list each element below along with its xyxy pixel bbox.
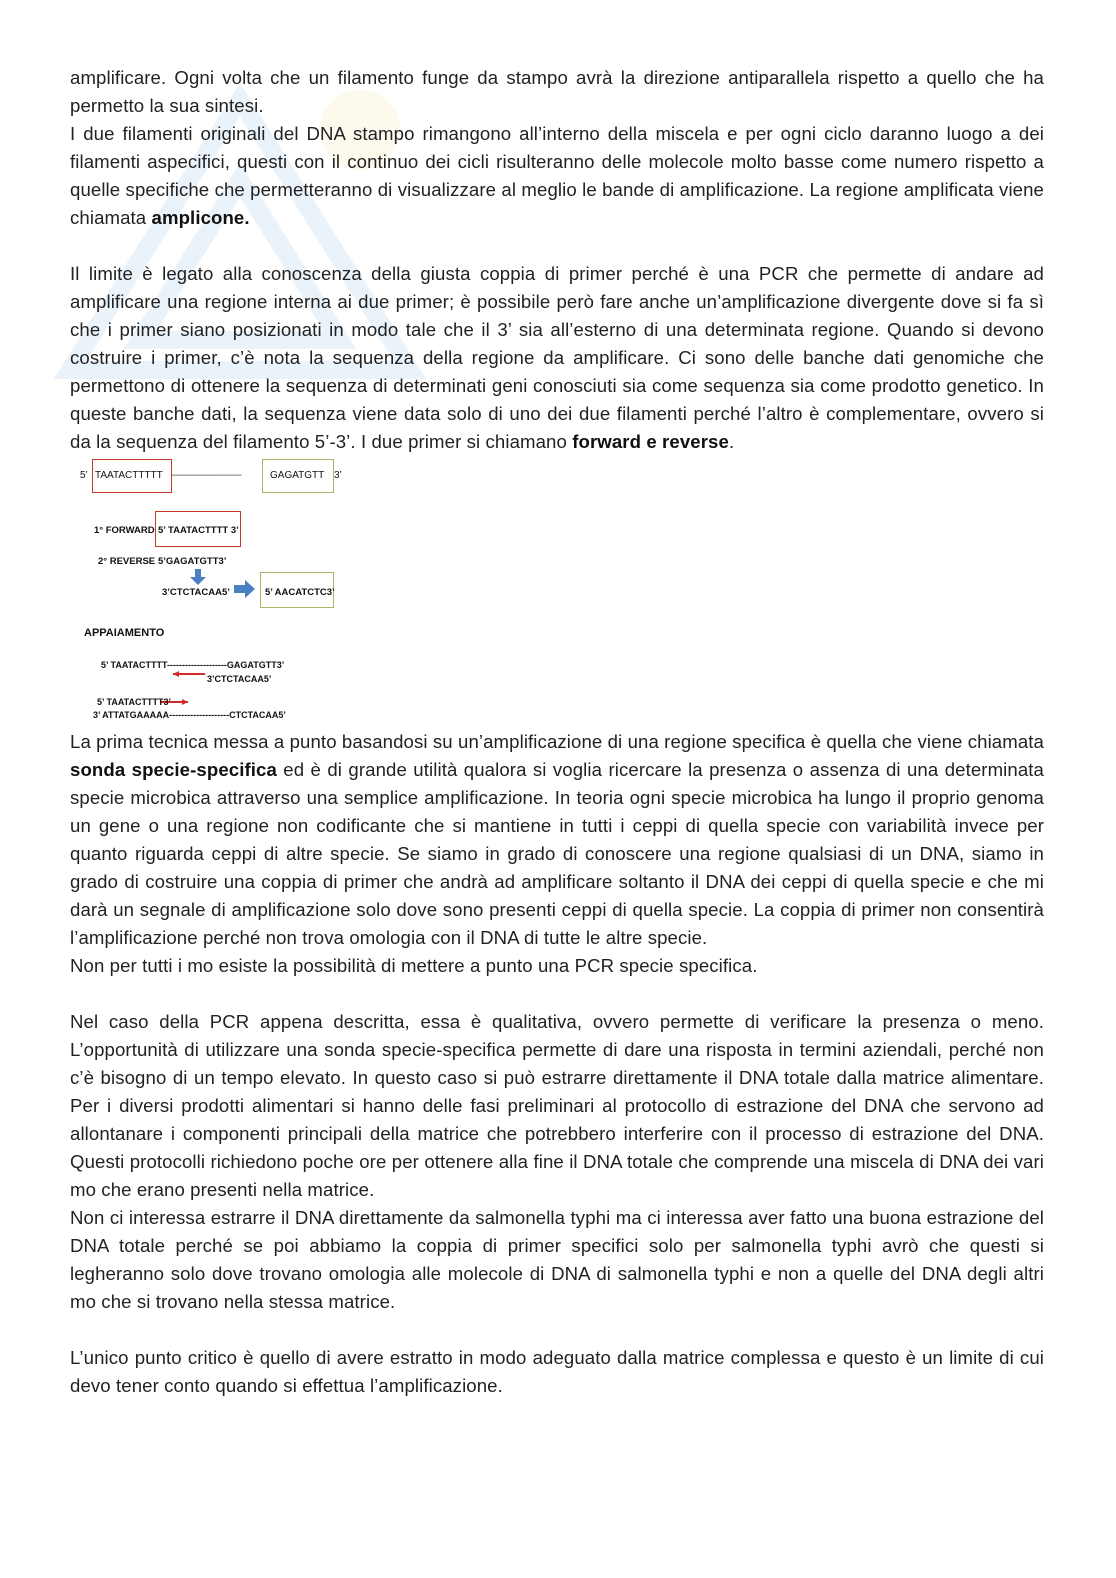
pair1-top: 5’ TAATACTTTT--------------------GAGATGTT3’	[101, 660, 285, 670]
right-arrow-icon	[234, 580, 255, 598]
seq-prefix: 5’	[80, 470, 88, 481]
reverse-arrow-head-icon	[173, 671, 179, 677]
term-amplicone: amplicone.	[151, 207, 250, 228]
pair2-bottom: 3’ ATTATGAAAAA--------------------CTCTACAA5’	[93, 710, 286, 720]
down-arrow-icon	[190, 569, 206, 585]
appaiamento-label: APPAIAMENTO	[84, 627, 165, 639]
paragraph-2-text: I due filamenti originali del DNA stampo rimangono all’interno della miscela e per ogni ciclo daranno luogo a dei filamenti aspecifici, questi con il continuo dei cicli risulteranno delle molecole molto basse come numero rispetto a quelle specifiche che permetteranno di visualizzare al meglio le bande di amplificazione. La regione amplificata viene chiamata	[70, 123, 1044, 228]
document-page	[70, 64, 1044, 1400]
forward-label: 1° FORWARD	[94, 525, 155, 536]
paragraph-4	[70, 728, 1044, 952]
seq-left: TAATACTTTTT	[95, 470, 163, 481]
paragraph-6: Nel caso della PCR appena descritta, essa è qualitativa, ovvero permette di verificare la presenza o meno. L’opportunità di utilizzare una sonda specie-specifica permette di dare una risposta in termini aziendali, perché non c’è bisogno di un tempo elevato. In questo caso si può estrarre direttamente il DNA totale dalla matrice alimentare. Per i diversi prodotti alimentari si hanno delle fasi preliminari al protocollo di estrazione del DNA che servono ad allontanare i componenti principali della matrice che potrebbero interferire con il processo di estrazione del DNA. Questi protocolli richiedono poche ore per ottenere alla fine il DNA totale che comprende una miscela di DNA dei vari mo che erano presenti nella matrice.	[70, 1011, 1044, 1200]
paragraph-4-text-2: ed è di grande utilità qualora si voglia ricercare la presenza o assenza di una determinata specie microbica attraverso una semplice amplificazione. In teoria ogni specie microbica ha lungo il proprio genoma un gene o una regione non codificante che si mantiene in tutti i ceppi di quella specie con variabilità invece per quanto riguarda ceppi di altre specie. Se siamo in grado di conoscere una regione qualsiasi di un DNA, siamo in grado di costruire una coppia di primer che andrà ad amplificare soltanto il DNA dei ceppi di quella specie e che mi darà un segnale di amplificazione solo dove sono presenti ceppi di quella specie. La coppia di primer non consentirà l’amplificazione perché non trova omologia con il DNA di tutte le altre specie.	[70, 759, 1044, 948]
paragraph-7: Non ci interessa estrarre il DNA direttamente da salmonella typhi ma ci interessa aver fatto una buona estrazione del DNA totale perché se poi abbiamo la coppia di primer specifici solo per salmonella typhi avrò che questi si legheranno solo dove trovano omologia alle molecole di DNA di salmonella typhi e non a quelle del DNA degli altri mo che si trovano nella stessa matrice.	[70, 1207, 1044, 1312]
term-forward-reverse: forward e reverse	[572, 431, 729, 452]
paragraph-3	[70, 260, 1044, 456]
paragraph-8: L’unico punto critico è quello di avere estratto in modo adeguato dalla matrice complessa e questo è un limite di cui devo tener conto quando si effettua l’amplificazione.	[70, 1347, 1044, 1396]
paragraph-3-text: Il limite è legato alla conoscenza della giusta coppia di primer perché è una PCR che permette di andare ad amplificare una regione interna ai due primer; è possibile però fare anche un’amplificazione divergente dove si fa sì che i primer siano posizionati in modo tale che il 3’ sia all’esterno di una determinata regione. Quando si devono costruire i primer, c’è nota la sequenza della regione da amplificare. Ci sono delle banche dati genomiche che permettono di ottenere la sequenza di determinati geni conosciuti sia come sequenza sia come prodotto genetico. In queste banche dati, la sequenza viene data solo di uno dei due filamenti perché l’altro è complementare, ovvero si da la sequenza del filamento 5’-3’. I due primer si chiamano	[70, 263, 1044, 452]
paragraph-4-text-1: La prima tecnica messa a punto basandosi su un’amplificazione di una regione specifica è quella che viene chiamata	[70, 731, 1044, 752]
paragraph-2	[70, 120, 1044, 232]
reverse-label: 2° REVERSE	[98, 556, 156, 567]
seq-suffix: 3’	[334, 470, 342, 481]
seq-dashes: ------------------------------	[171, 470, 241, 481]
paragraph-5: Non per tutti i mo esiste la possibilità di mettere a punto una PCR specie specifica.	[70, 955, 758, 976]
reverse-complement: 3’CTCTACAA5’	[162, 587, 230, 598]
term-sonda-specie-specifica: sonda specie-specifica	[70, 759, 277, 780]
forward-seq: 5’ TAATACTTTT 3’	[158, 525, 239, 536]
seq-right: GAGATGTT	[270, 470, 325, 481]
primer-diagram	[70, 456, 1044, 728]
paragraph-1: amplificare. Ogni volta che un filamento funge da stampo avrà la direzione antiparallela rispetto a quello che ha permetto la sua sintesi.	[70, 67, 1044, 116]
reverse-seq: 5’GAGATGTT3’	[158, 556, 227, 567]
pair1-primer: 3’CTCTACAA5’	[207, 674, 272, 684]
forward-arrow-head-icon	[182, 699, 188, 705]
paragraph-3-end: .	[728, 431, 735, 452]
pair2-primer: 5’ TAATACTTTT3’	[97, 697, 171, 707]
reverse-final: 5’ AACATCTC3’	[265, 587, 335, 598]
